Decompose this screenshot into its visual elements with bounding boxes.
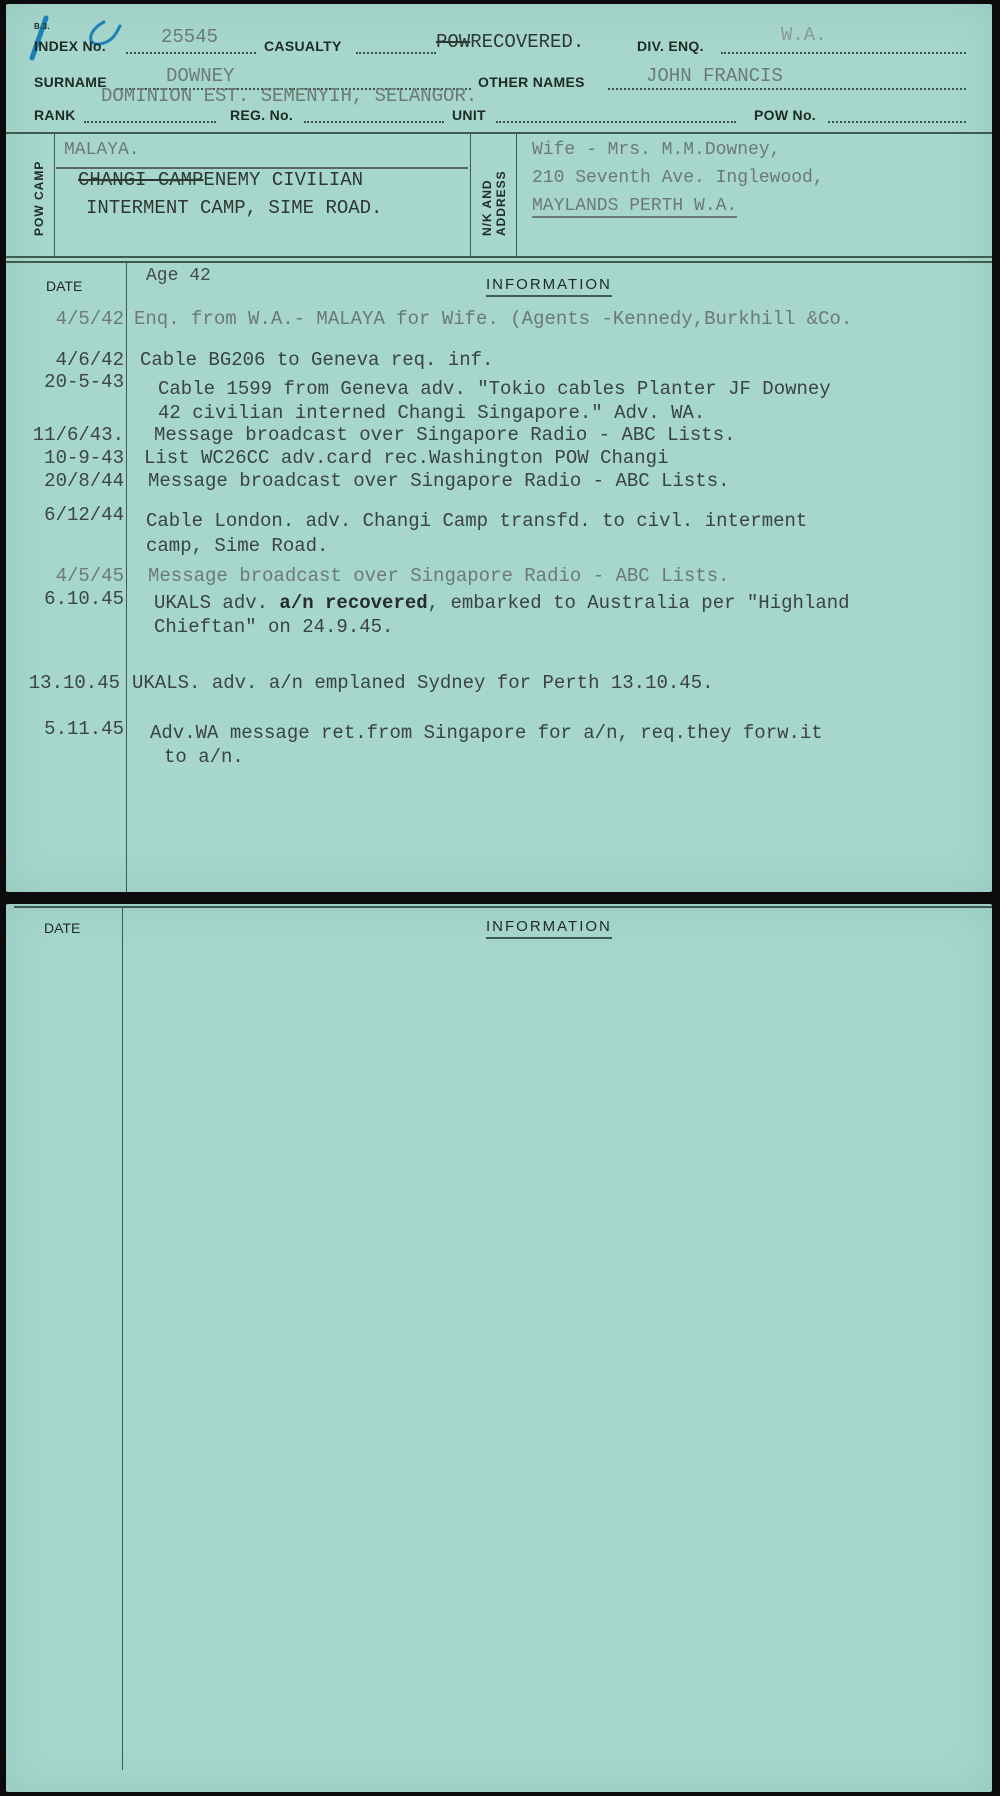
casualty-struck-value: POW xyxy=(436,31,471,53)
nk-address-label-2: ADDRESS xyxy=(494,170,508,236)
entry-text: to a/n. xyxy=(164,746,244,768)
entry-text: Message broadcast over Singapore Radio - ABC Lists. xyxy=(148,565,730,587)
record-card-front xyxy=(6,4,992,892)
age-note: Age 42 xyxy=(146,266,211,286)
back-date-header: DATE xyxy=(44,920,81,936)
divider-back-top xyxy=(14,906,992,908)
entry-date: 5.11.45 xyxy=(44,718,124,740)
reg-no-label: REG. No. xyxy=(230,107,294,123)
divider-box-bottom-1 xyxy=(6,256,992,258)
pow-camp-line3: INTERMENT CAMP, SIME ROAD. xyxy=(86,197,383,219)
entry-date: 4/5/42 xyxy=(55,308,124,330)
nk-address-line3: MAYLANDS PERTH W.A. xyxy=(532,196,738,216)
entry-text: UKALS. adv. a/n emplaned Sydney for Perth 13.10.45. xyxy=(132,672,714,694)
entry-date: 20-5-43 xyxy=(44,371,124,393)
surname-label: SURNAME xyxy=(34,74,107,90)
entry-date: 4/6/42 xyxy=(55,349,124,371)
other-names-line xyxy=(608,88,966,90)
entry-text: UKALS adv. a/n recovered, embarked to Australia per "Highland xyxy=(154,592,850,614)
entry-date: 6/12/44 xyxy=(44,504,124,526)
entry-text: 42 civilian interned Changi Singapore." Adv. WA. xyxy=(158,402,706,424)
entry-date: 4/5/45 xyxy=(55,565,124,587)
entry-date: 20/8/44 xyxy=(44,470,124,492)
divider-camp-nk xyxy=(470,132,471,256)
casualty-line xyxy=(356,52,436,54)
divider-box-bottom-2 xyxy=(6,261,992,263)
entry-text: camp, Sime Road. xyxy=(146,535,329,557)
reg-no-line xyxy=(304,121,444,123)
entry-text: Enq. from W.A.- MALAYA for Wife. (Agents -Kennedy,Burkhill &Co. xyxy=(134,308,853,330)
entry-date: 11/6/43. xyxy=(32,424,124,446)
nk-address-label-1: N/K AND xyxy=(480,179,494,236)
index-no-value: 25545 xyxy=(161,26,219,48)
divider-date-column xyxy=(126,261,127,892)
index-no-line xyxy=(126,52,256,54)
casualty-label: CASUALTY xyxy=(264,38,342,54)
address-line: DOMINION EST. SEMENYIH, SELANGOR. xyxy=(101,85,478,107)
entry-date: 13.10.45 xyxy=(28,672,120,694)
entry-date: 10-9-43 xyxy=(44,447,124,469)
unit-line xyxy=(496,121,736,123)
date-header: DATE xyxy=(46,278,83,294)
divider-nk-label xyxy=(516,132,517,256)
div-enq-label: DIV. ENQ. xyxy=(637,38,704,54)
casualty-value: POWRECOVERED. xyxy=(436,31,585,53)
surname-value: DOWNEY xyxy=(166,65,235,87)
pow-camp-label: POW CAMP xyxy=(32,160,46,236)
nk-address-line2: 210 Seventh Ave. Inglewood, xyxy=(532,168,824,188)
rank-line xyxy=(84,121,216,123)
pow-camp-line1: MALAYA. xyxy=(64,140,140,160)
form-code: B.3. xyxy=(34,22,50,31)
divider-back-date-column xyxy=(122,908,123,1770)
information-header: INFORMATION xyxy=(486,276,612,297)
entry-text: Cable 1599 from Geneva adv. "Tokio cables Planter JF Downey xyxy=(158,378,831,400)
rank-label: RANK xyxy=(34,107,76,123)
other-names-value: JOHN FRANCIS xyxy=(646,65,783,87)
index-no-label: INDEX No. xyxy=(34,38,106,54)
pow-no-label: POW No. xyxy=(754,107,816,123)
entry-text: Cable BG206 to Geneva req. inf. xyxy=(140,349,494,371)
div-enq-line xyxy=(721,52,966,54)
entry-text: Message broadcast over Singapore Radio - ABC Lists. xyxy=(148,470,730,492)
pow-camp-line2: CHANGI CAMPENEMY CIVILIAN xyxy=(78,169,364,191)
entry-text: List WC26CC adv.card rec.Washington POW Changi xyxy=(144,447,669,469)
record-card-back xyxy=(6,904,992,1792)
nk-address-line1: Wife - Mrs. M.M.Downey, xyxy=(532,140,781,160)
entry-text: Adv.WA message ret.from Singapore for a/n, req.they forw.it xyxy=(150,722,823,744)
entry-text: Message broadcast over Singapore Radio - ABC Lists. xyxy=(154,424,736,446)
divider-top-box xyxy=(6,132,992,134)
divider-pow-camp-label xyxy=(54,132,55,256)
other-names-label: OTHER NAMES xyxy=(478,74,585,90)
entry-text: Cable London. adv. Changi Camp transfd. to civl. interment xyxy=(146,510,808,532)
back-information-header: INFORMATION xyxy=(486,918,612,939)
unit-label: UNIT xyxy=(452,107,486,123)
pen-annotation-mark xyxy=(16,12,126,62)
div-enq-value: W.A. xyxy=(781,24,827,46)
entry-text: Chieftan" on 24.9.45. xyxy=(154,616,394,638)
pow-no-line xyxy=(828,121,966,123)
entry-date: 6.10.45 xyxy=(44,588,124,610)
